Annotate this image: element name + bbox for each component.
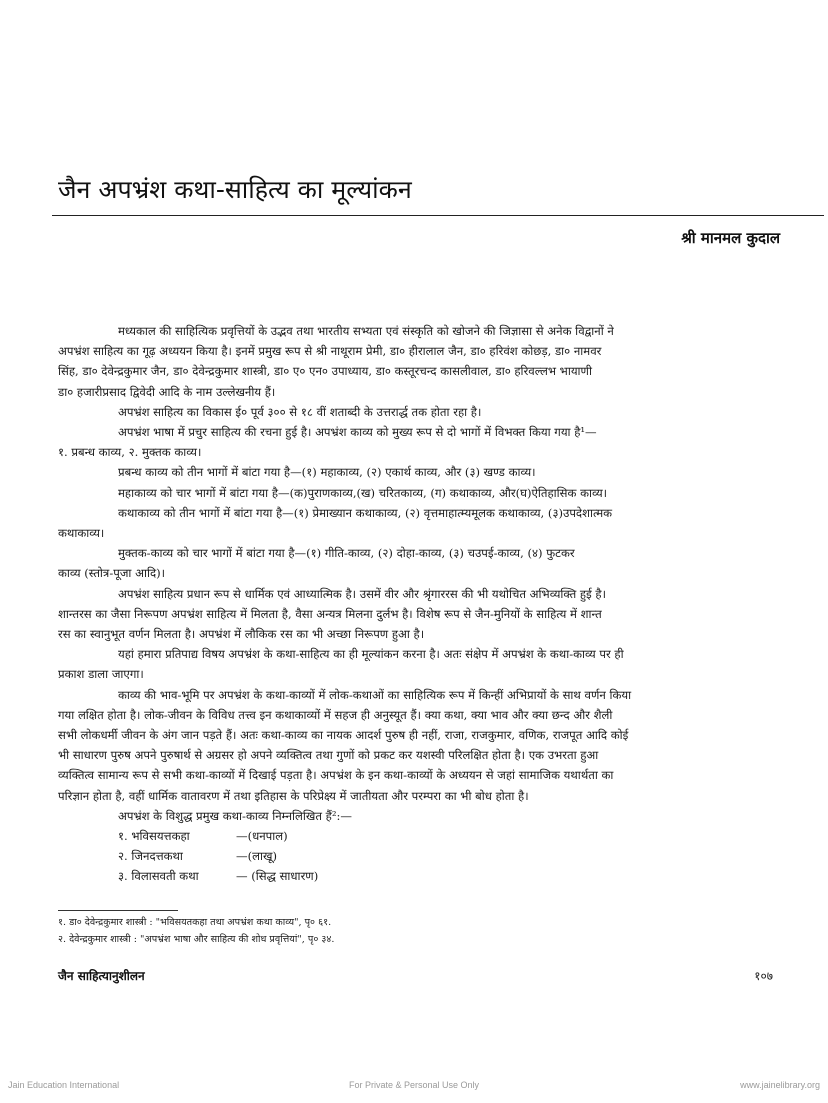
article-body (58, 321, 800, 887)
paragraph-9 (58, 644, 800, 684)
text-line: अपभ्रंश के विशुद्ध प्रमुख कथा-काव्य निम्नलिखित हैं²:— (118, 808, 352, 823)
paragraph-11 (58, 806, 800, 826)
list-item (118, 826, 800, 846)
paragraph-8 (58, 584, 800, 645)
article-author: श्री मानमल कुदाल (681, 229, 780, 247)
list-item (118, 866, 800, 886)
work-author: —(धनपाल) (236, 829, 288, 844)
text-line: रस का स्वानुभूत वर्णन मिलता है। अपभ्रंश में लौकिक रस का भी अच्छा निरूपण हुआ है। (58, 627, 425, 642)
work-author: —(लाखू) (236, 849, 277, 864)
footnote-1: १. डा० देवेन्द्रकुमार शास्त्री : "भविसयतकहा तथा अपभ्रंश कथा काव्य", पृ० ६१. (58, 917, 332, 928)
text-line: अपभ्रंश साहित्य का गूढ़ अध्ययन किया है। इनमें प्रमुख रूप से श्री नाथूराम प्रेमी, डा० हीरालाल जैन, डा० हरिवंश कोछड़, डा० नामवर (58, 344, 602, 359)
paragraph-3 (58, 422, 800, 462)
text-line: काव्य (स्तोत्र-पूजा आदि)। (58, 566, 166, 581)
text-line: भी साधारण पुरुष अपने पुरुषार्थ से अग्रसर हो अपने व्यक्तित्व तथा गुणों को प्रकट कर यशस्वी परिलक्षित होता है। एक उभरता हुआ (58, 748, 599, 763)
text-line: महाकाव्य को चार भागों में बांटा गया है—(क)पुराणकाव्य,(ख) चरितकाव्य, (ग) कथाकाव्य, और(घ)ऐतिहासिक काव्य। (118, 485, 608, 500)
list-item (118, 846, 800, 866)
works-list (118, 826, 800, 887)
text-line: डा० हजारीप्रसाद द्विवेदी आदि के नाम उल्लेखनीय हैं। (58, 384, 276, 399)
text-line: परिज्ञान होता है, वहीं धार्मिक वातावरण में तथा इतिहास के परिप्रेक्ष्य में जातीयता और परम्परा का भी बोध होता है। (58, 788, 529, 803)
text-line: सिंह, डा० देवेन्द्रकुमार जैन, डा० देवेन्द्रकुमार शास्त्री, डा० ए० एन० उपाध्याय, डा० कस्तूरचन्द कासलीवाल, डा० हरिवल्लभ भायाणी (58, 364, 592, 379)
work-author: — (सिद्ध साधारण) (236, 869, 319, 884)
page-number: १०७ (754, 969, 773, 983)
text-line: अपभ्रंश साहित्य प्रधान रूप से धार्मिक एवं आध्यात्मिक है। उसमें वीर और श्रृंगाररस की भी यथोचित अभिव्यक्ति हुई है। (118, 586, 606, 601)
footnotes (58, 914, 334, 948)
article-title: जैन अपभ्रंश कथा-साहित्य का मूल्यांकन (58, 175, 412, 204)
paragraph-4 (58, 462, 800, 482)
text-line: यहां हमारा प्रतिपाद्य विषय अपभ्रंश के कथा-साहित्य का ही मूल्यांकन करना है। अतः संक्षेप में अपभ्रंश के कथा-काव्य पर ही (118, 647, 624, 662)
bottom-bar (0, 1080, 828, 1096)
text-line: १. प्रबन्ध काव्य, २. मुक्तक काव्य। (58, 445, 202, 460)
paragraph-5 (58, 483, 800, 503)
website-link[interactable]: www.jainelibrary.org (740, 1080, 820, 1090)
text-line: सभी लोकधर्मी जीवन के अंग जान पड़ते हैं। अतः कथा-काव्य का नायक आदर्श पुरुष ही नहीं, राजा, राजकुमार, वणिक, राजपूत आदि कोई (58, 728, 629, 743)
text-line: प्रकाश डाला जाएगा। (58, 667, 144, 682)
text-line: कथाकाव्य। (58, 526, 105, 541)
text-line: व्यक्तित्व सामान्य रूप से सभी कथा-काव्यों में दिखाई पड़ता है। अपभ्रंश के इन कथा-काव्यों के अध्ययन से जहां सामाजिक यथार्थता का (58, 768, 614, 783)
text-line: अपभ्रंश भाषा में प्रचुर साहित्य की रचना हुई है। अपभ्रंश काव्य को मुख्य रूप से दो भागों में विभक्त किया गया है¹— (118, 425, 597, 440)
work-title: १. भविसयत्तकहा (118, 829, 190, 844)
text-line: काव्य की भाव-भूमि पर अपभ्रंश के कथा-काव्यों में लोक-कथाओं का साहित्यिक रूप में किन्हीं अभिप्रायों के साथ वर्णन किया (118, 687, 632, 702)
title-divider (52, 215, 824, 216)
text-line: गया लक्षित होता है। लोक-जीवन के विविध तत्त्व इन कथाकाव्यों में सहज ही अनुस्यूत हैं। क्या कथा, क्या भाव और क्या छन्द और शैली (58, 707, 613, 722)
paragraph-6 (58, 503, 800, 543)
text-line: मध्यकाल की साहित्यिक प्रवृत्तियों के उद्भव तथा भारतीय सभ्यता एवं संस्कृति को खोजने की जिज्ञासा से अनेक विद्वानों ने (118, 324, 614, 338)
publisher-label: Jain Education International (8, 1080, 120, 1090)
text-line: शान्तरस का जैसा निरूपण अपभ्रंश साहित्य में मिलता है, वैसा अन्यत्र मिलना दुर्लभ है। विशेष रूप से जैन-मुनियों के साहित्य में शान्त (58, 606, 602, 621)
text-line: प्रबन्ध काव्य को तीन भागों में बांटा गया है—(१) महाकाव्य, (२) एकार्थ काव्य, और (३) खण्ड काव्य। (118, 465, 536, 480)
paragraph-7 (58, 543, 800, 583)
text-line: अपभ्रंश साहित्य का विकास ई० पूर्व ३०० से १८ वीं शताब्दी के उत्तरार्द्ध तक होता रहा है। (118, 404, 482, 419)
journal-name: जैन साहित्यानुशीलन (58, 969, 145, 983)
footnote-divider (58, 910, 178, 911)
work-title: २. जिनदत्तकथा (118, 849, 183, 864)
paragraph-10 (58, 685, 800, 806)
paragraph-2 (58, 402, 800, 422)
usage-notice: For Private & Personal Use Only (348, 1080, 480, 1090)
paragraph-1 (58, 321, 800, 402)
text-line: कथाकाव्य को तीन भागों में बांटा गया है—(१) प्रेमाख्यान कथाकाव्य, (२) वृत्तमाहात्म्यमूलक कथाकाव्य, (३)उपदेशात्मक (118, 505, 613, 520)
work-title: ३. विलासवती कथा (118, 869, 199, 884)
footnote-2: २. देवेन्द्रकुमार शास्त्री : "अपभ्रंश भाषा और साहित्य की शोध प्रवृत्तियां", पृ० ३४. (58, 934, 335, 945)
text-line: मुक्तक-काव्य को चार भागों में बांटा गया है—(१) गीति-काव्य, (२) दोहा-काव्य, (३) चउपई-काव्य, (४) फुटकर (118, 546, 575, 561)
